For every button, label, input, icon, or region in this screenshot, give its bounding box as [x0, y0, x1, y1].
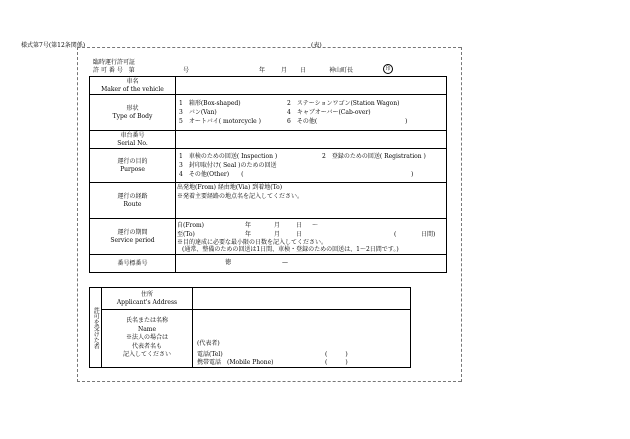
plate-dash: —: [282, 259, 288, 266]
tel-field[interactable]: ( ): [325, 350, 348, 358]
period-label: 運行の期間 Service period: [90, 219, 176, 255]
period-to-label: 至(To): [177, 230, 195, 238]
body-option-motorcycle[interactable]: 5 オートバイ( motorcycle ): [179, 118, 261, 125]
cut-line-left: [77, 47, 78, 382]
purpose-label: 運行の目的 Purpose: [90, 149, 176, 183]
from-day: 日: [296, 221, 303, 229]
route-note: ※発着主要経路の地点名を記入してください。: [177, 193, 304, 200]
body-option-cab[interactable]: 4 キャブオーバー(Cab-over): [287, 109, 371, 116]
period-tilde: ～: [312, 221, 319, 229]
period-from-label: 自(From): [177, 221, 205, 229]
address-field[interactable]: [193, 288, 411, 310]
route-field[interactable]: [176, 183, 447, 219]
address-label: 住所 Applicant's Address: [102, 288, 193, 310]
body-option-van[interactable]: 3 バン(Van): [179, 109, 217, 116]
to-month: 月: [274, 230, 281, 238]
representative-label: (代表者): [197, 339, 220, 347]
mobile-field[interactable]: ( ): [325, 358, 348, 366]
mobile-label: 携帯電話 (Mobile Phone): [197, 358, 274, 366]
tel-label: 電話(Tel): [197, 350, 223, 358]
vehicle-name-field[interactable]: [176, 77, 447, 95]
purpose-option-inspection[interactable]: 1 車検のための回送( Inspection ): [179, 153, 278, 160]
body-option-other-close: ): [405, 118, 408, 125]
plate-field[interactable]: [176, 255, 447, 273]
purpose-options[interactable]: [176, 149, 447, 183]
issuer-name: 神山町長: [329, 67, 354, 74]
name-label: 氏名または名称 Name ※法人の場合は 代表者名も 記入してください: [102, 310, 193, 368]
purpose-option-other-close: ): [411, 171, 414, 178]
cut-line-top: [77, 47, 461, 48]
purpose-option-seal[interactable]: 3 封印取付け( Seal )のための回送: [179, 162, 277, 169]
from-month: 月: [274, 221, 281, 229]
applicant-table: [89, 287, 411, 368]
plate-label: 番号標番号: [90, 255, 176, 273]
body-option-other[interactable]: 6 その他(: [287, 118, 318, 125]
name-field[interactable]: [193, 310, 411, 368]
side-label: (表): [311, 42, 322, 49]
period-note-detail: (通常、整備のための回送は1日間、車検・登録のための回送は、1～2日間です。): [182, 245, 399, 253]
period-note: ※目的達成に必要な最小限の日数を記入してください。: [177, 238, 328, 246]
route-points: 出発地(From) 経由地(Via) 到着地(To): [177, 184, 283, 191]
days-open: (: [394, 230, 397, 238]
applicant-vertical-label: 許可を受けた者: [90, 288, 102, 368]
permit-table: [89, 76, 447, 273]
cut-line-right: [461, 47, 462, 382]
vehicle-name-label: 車名 Maker of the vehicle: [90, 77, 176, 95]
issue-month: 月: [281, 67, 288, 74]
route-label: 運行の経路 Route: [90, 183, 176, 219]
plate-prefix: 徳: [225, 259, 232, 266]
purpose-option-other[interactable]: 4 その他(Other) (: [179, 171, 244, 178]
serial-field[interactable]: [176, 131, 447, 149]
period-field[interactable]: [176, 219, 447, 255]
body-option-box[interactable]: 1 箱形(Box-shaped): [179, 100, 241, 107]
body-type-options[interactable]: [176, 95, 447, 131]
from-year: 年: [245, 221, 252, 229]
serial-label: 車台番号 Serial No.: [90, 131, 176, 149]
form-number: 様式第7号(第12条関係): [21, 42, 86, 49]
body-option-wagon[interactable]: 2 ステーションワゴン(Station Wagon): [287, 100, 400, 107]
permit-title: 臨時運行許可証: [93, 59, 136, 66]
issue-day: 日: [300, 67, 307, 74]
official-seal: 印: [383, 64, 393, 74]
to-year: 年: [245, 230, 252, 238]
days-close: 日間): [421, 230, 436, 238]
issue-year: 年: [259, 67, 266, 74]
purpose-option-registration[interactable]: 2 登録のための回送( Registration ): [322, 153, 426, 160]
to-day: 日: [296, 230, 303, 238]
cut-line-bottom: [77, 381, 461, 382]
body-type-label: 形状 Type of Body: [90, 95, 176, 131]
number-suffix: 号: [183, 67, 190, 74]
permit-number-label: 許 可 番 号 第: [93, 67, 135, 74]
